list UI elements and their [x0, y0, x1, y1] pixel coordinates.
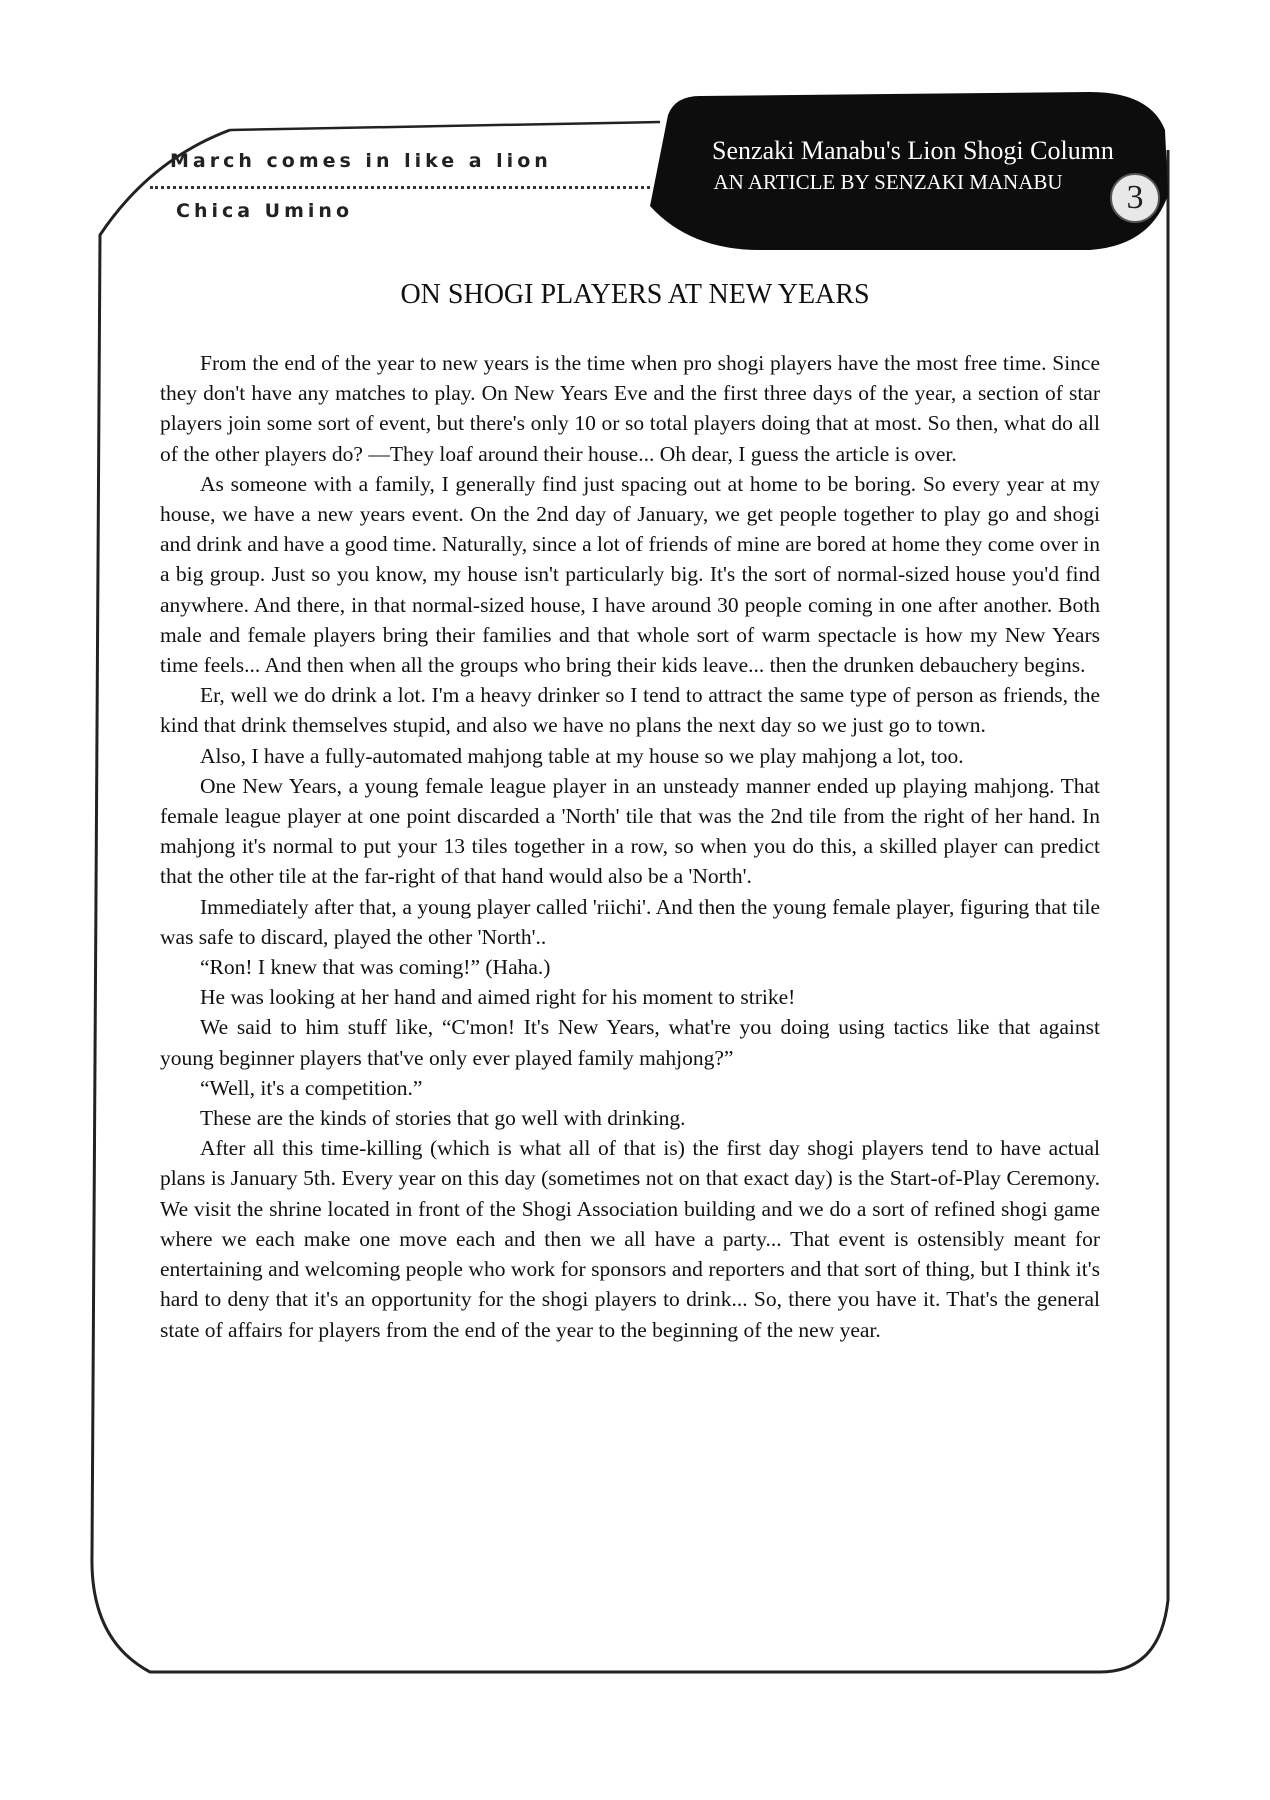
- article-paragraph: From the end of the year to new years is the time when pro shogi players have the most free time. Since they don't have any matches to play. On New Years Eve and the first three days of the year, a section of star players join some sort of event, but there's only 10 or so total players doing that at most. So then, what do all of the other players do? —They loaf around their house... Oh dear, I guess the article is over.: [160, 351, 1100, 466]
- article-paragraph: We said to him stuff like, “C'mon! It's New Years, what're you doing using tactics like that against young beginner players that've only ever played family mahjong?”: [160, 1015, 1100, 1070]
- article-paragraph: These are the kinds of stories that go well with drinking.: [200, 1106, 686, 1131]
- author-name: Chica Umino: [176, 200, 353, 222]
- article-paragraph: Immediately after that, a young player called 'riichi'. And then the young female player, figuring that tile was safe to discard, played the other 'North'..: [160, 894, 1100, 949]
- article-paragraph: After all this time-killing (which is what all of that is) the first day shogi players tend to have actual plans is January 5th. Every year on this day (sometimes not on that exact day) is the Start-of-Play Ceremony. We visit the shrine located in front of the Shogi Association building and we do a sort of refined shogi game where we each make one move each and then we all have a party... That event is ostensibly meant for entertaining and welcoming people who work for sponsors and reporters and that sort of thing, but I think it's hard to deny that it's an opportunity for the shogi players to drink... So, there you have it. That's the general state of affairs for players from the end of the year to the beginning of the new year.: [160, 1136, 1100, 1342]
- article-paragraph: “Well, it's a competition.”: [200, 1075, 423, 1100]
- column-subtitle: AN ARTICLE BY SENZAKI MANABU: [713, 170, 1063, 194]
- article-paragraph: As someone with a family, I generally find just spacing out at home to be boring. So every year at my house, we have a new years event. On the 2nd day of January, we get people together to play go and shogi and drink and have a good time. Naturally, since a lot of friends of mine are bored at home they come over in a big group. Just so you know, my house isn't particularly big. It's the sort of normal-sized house you'd find anywhere. And there, in that normal-sized house, I have around 30 people coming in one after another. Both male and female players bring their families and that whole sort of warm spectacle is how my New Years time feels... And then when all the groups who bring their kids leave... then the drunken debauchery begins.: [160, 471, 1100, 678]
- article-paragraph: Er, well we do drink a lot. I'm a heavy drinker so I tend to attract the same type of person as friends, the kind that drink themselves stupid, and also we have no plans the next day so we just go to town.: [160, 683, 1100, 738]
- article-paragraph: He was looking at her hand and aimed right for his moment to strike!: [200, 985, 796, 1010]
- article-paragraph: One New Years, a young female league player in an unsteady manner ended up playing mahjong. That female league player at one point discarded a 'North' tile that was the 2nd tile from the right of her hand. In mahjong it's normal to put your 13 tiles together in a row, so when you do this, a skilled player can predict that the other tile at the far-right of that hand would also be a 'North'.: [160, 773, 1100, 889]
- series-title: March comes in like a lion: [170, 150, 552, 172]
- article-body: [160, 348, 1100, 1345]
- column-number-badge: 3: [1110, 173, 1160, 223]
- article-paragraph: Also, I have a fully-automated mahjong table at my house so we play mahjong a lot, too.: [200, 743, 964, 768]
- article-title: ON SHOGI PLAYERS AT NEW YEARS: [400, 279, 870, 310]
- header-dotted-divider: [150, 186, 650, 189]
- article-paragraph: “Ron! I knew that was coming!” (Haha.): [200, 955, 551, 980]
- column-title: Senzaki Manabu's Lion Shogi Column: [712, 136, 1114, 165]
